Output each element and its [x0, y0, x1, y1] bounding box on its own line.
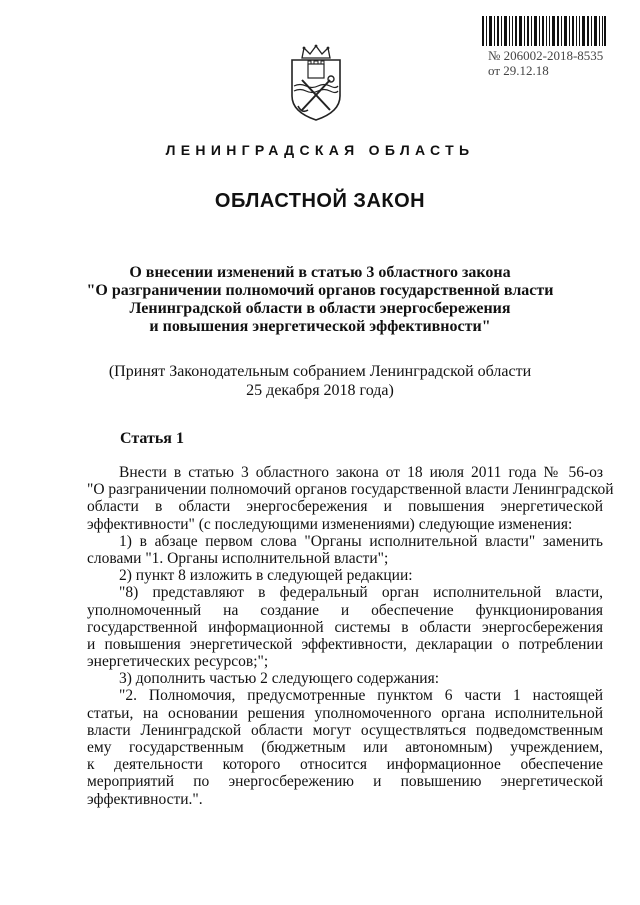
law-title-line: и повышения энергетической эффективности" [149, 318, 491, 335]
body-text-line: 1) в абзаце первом слова "Органы исполнительной власти" заменить [119, 532, 603, 550]
law-title [0, 264, 640, 336]
body-text-line: уполномоченный на создание и обеспечение функционирования [87, 601, 603, 619]
coat-of-arms-emblem [286, 44, 346, 122]
adoption-note-line: 25 декабря 2018 года) [246, 381, 394, 399]
article-body [87, 464, 614, 808]
body-text-line: 3) дополнить частью 2 следующего содержания: [119, 670, 440, 688]
body-text-line: энергетических ресурсов;"; [87, 653, 269, 671]
body-text-line: 2) пункт 8 изложить в следующей редакции: [119, 567, 413, 585]
law-title-line: О внесении изменений в статью 3 областного закона [129, 264, 511, 281]
body-text-line: статьи, на основании решения уполномоченного органа исполнительной [87, 704, 603, 722]
body-text-line: ему государственным (бюджетным или автономным) учреждением, [87, 739, 603, 756]
adoption-note [0, 363, 640, 400]
body-text-line: государственной информационной системы в области энергосбережения [87, 618, 603, 636]
body-text-line: к деятельности которого относится информационное обеспечение [87, 756, 603, 774]
body-text-line: Внести в статью 3 областного закона от 18 июля 2011 года № 56-оз [119, 464, 603, 481]
body-text-line: словами "1. Органы исполнительной власти"; [87, 549, 389, 567]
law-title-line: "О разграничении полномочий органов государственной власти [86, 282, 554, 299]
body-text-line: эффективности" (с последующими изменениями) следующие изменения: [87, 515, 573, 533]
body-text-line: и повышения энергетической эффективности, декларации о потреблении [87, 635, 603, 653]
body-text-line: "О разграничении полномочий органов государственной власти Ленинградской [87, 481, 614, 499]
law-title-line: Ленинградской области в области энергосбережения [129, 300, 511, 317]
body-text-line: эффективности.". [87, 790, 203, 808]
article-heading: Статья 1 [120, 430, 184, 447]
body-text-line: "8) представляют в федеральный орган исполнительной власти, [119, 584, 603, 602]
document-type-heading: ОБЛАСТНОЙ ЗАКОН [214, 190, 426, 212]
body-text-line: власти Ленинградской области могут осуществляться подведомственным [87, 721, 603, 739]
registration-date: от 29.12.18 [488, 63, 549, 78]
body-text-line: мероприятий по энергосбережению и повышению энергетической [87, 773, 603, 791]
barcode [482, 16, 606, 46]
registration-number: № 206002-2018-8535 [488, 48, 604, 63]
body-text-line: области в области энергосбережения и повышения энергетической [87, 498, 603, 516]
adoption-note-line: (Принят Законодательным собранием Ленинградской области [108, 363, 532, 380]
region-heading: ЛЕНИНГРАДСКАЯ ОБЛАСТЬ [165, 142, 475, 158]
body-text-line: "2. Полномочия, предусмотренные пунктом 6 части 1 настоящей [119, 687, 603, 705]
